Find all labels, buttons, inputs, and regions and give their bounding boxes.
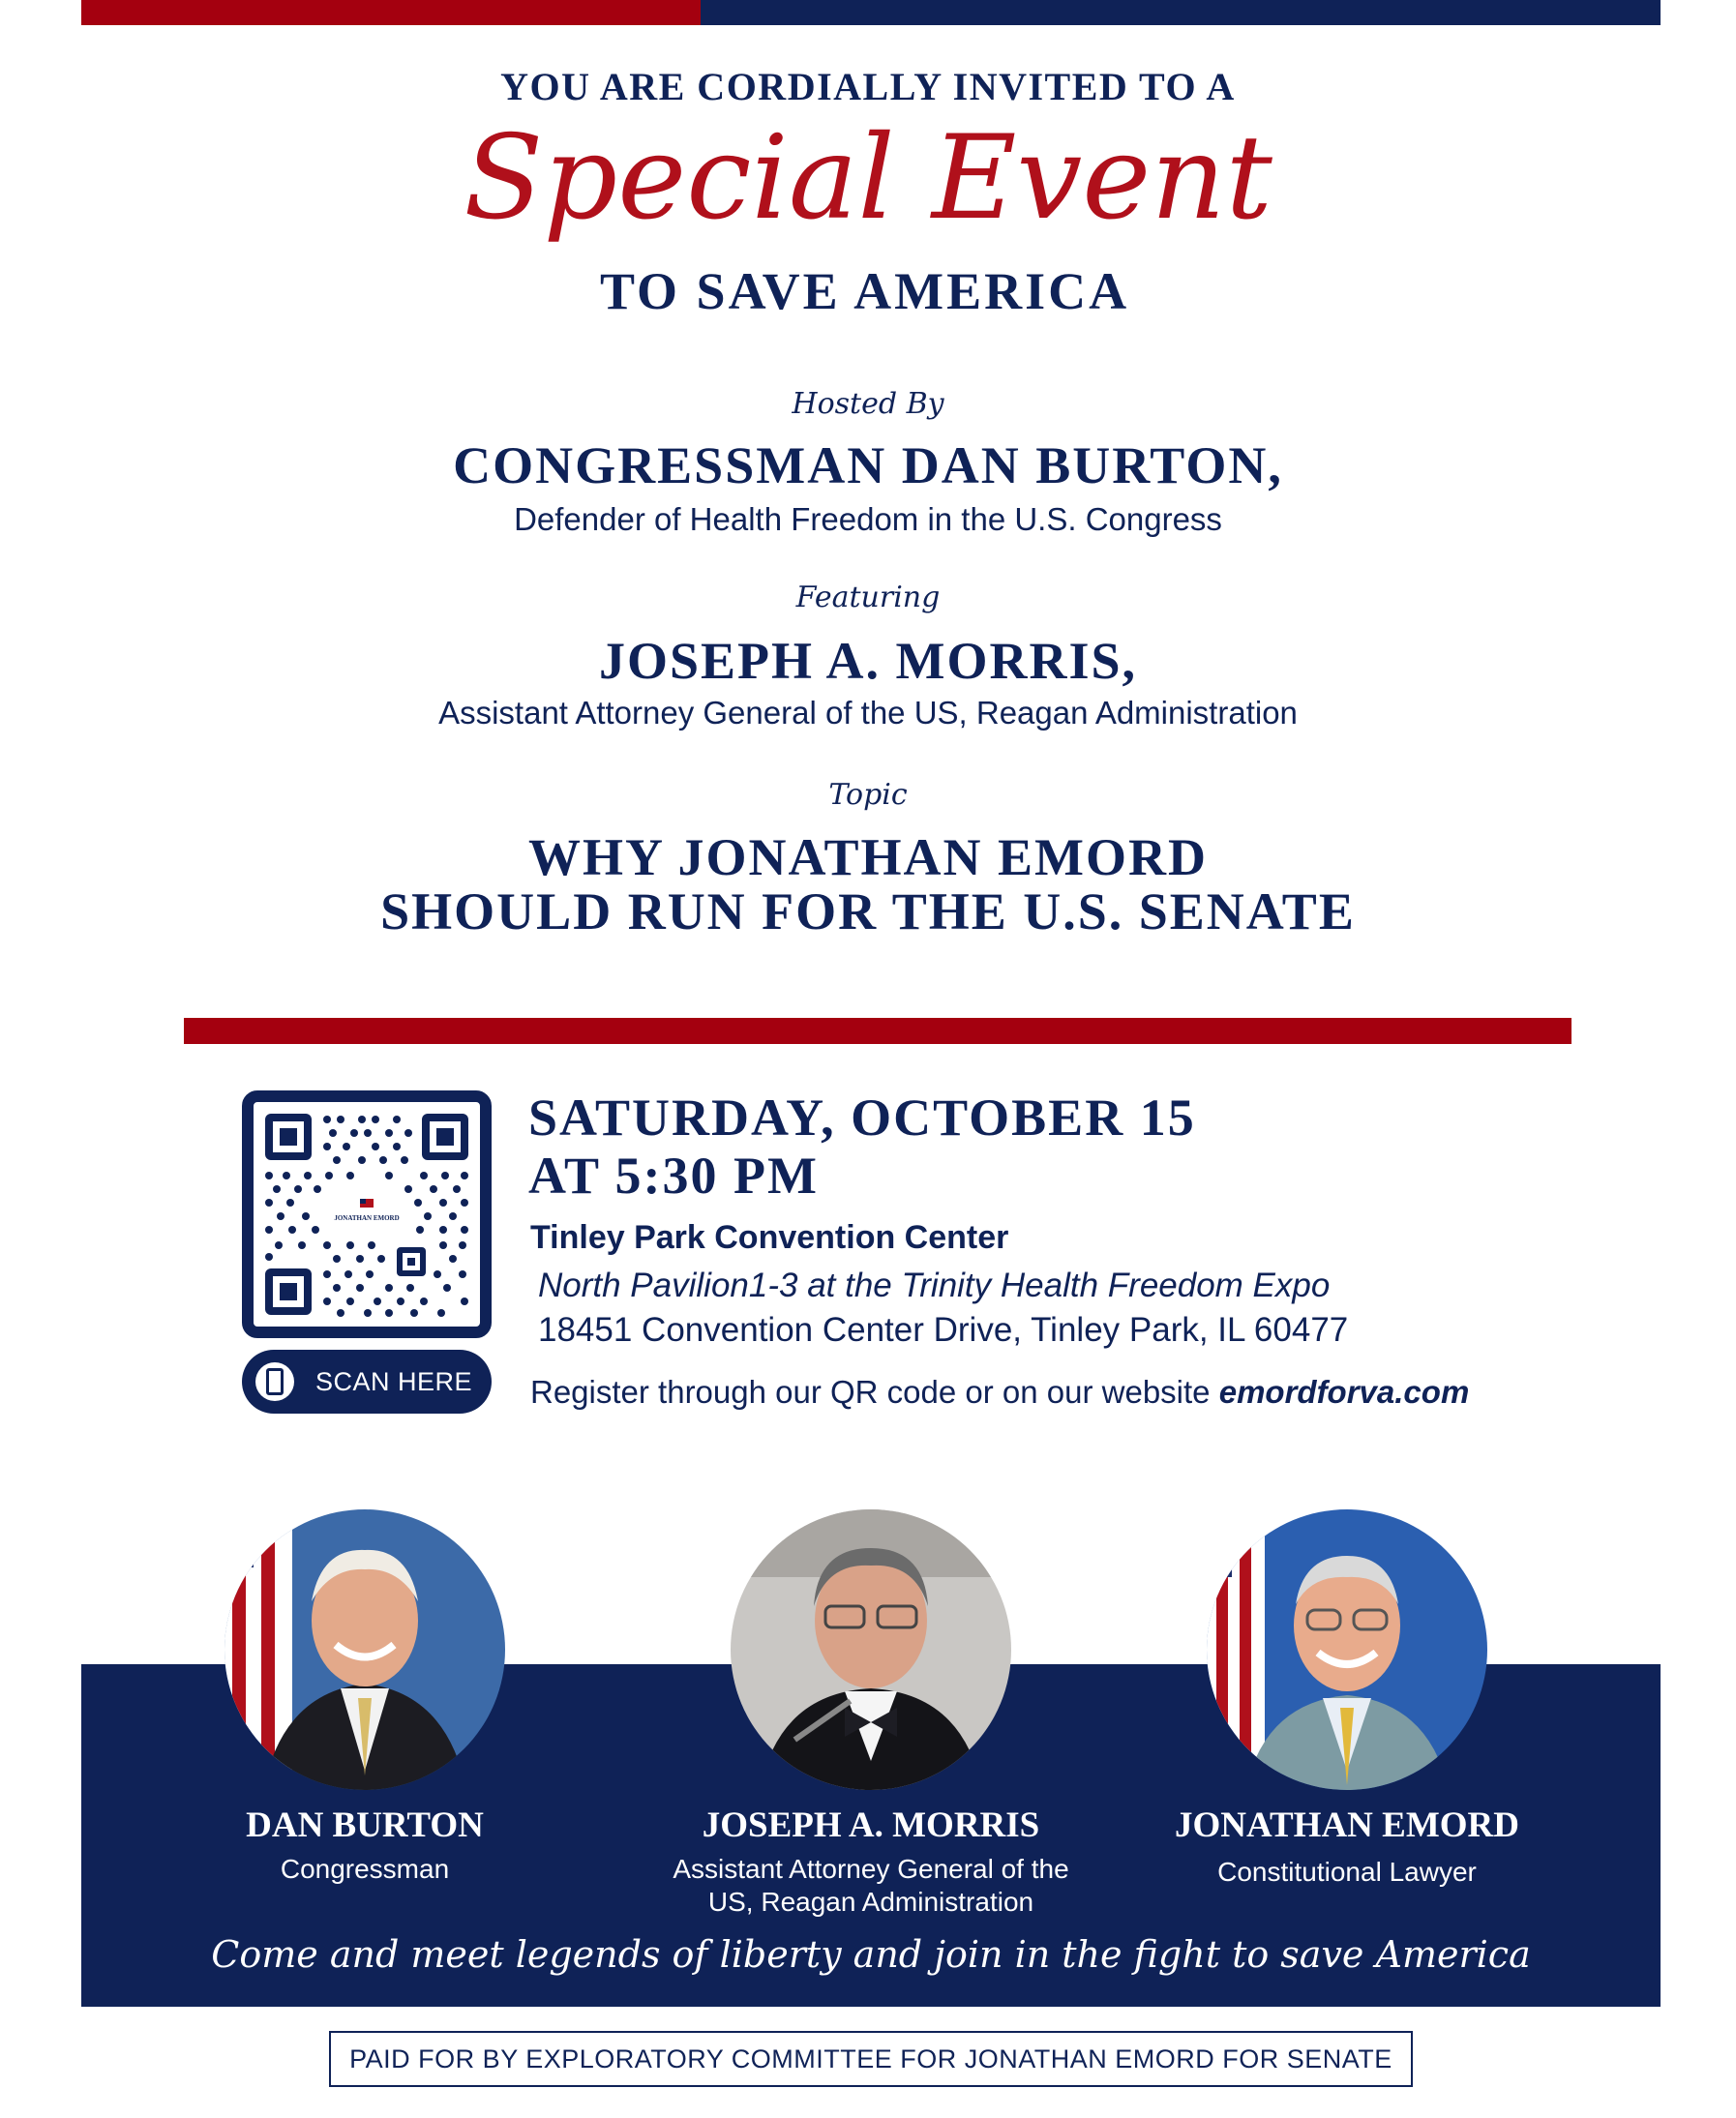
slogan: Come and meet legends of liberty and join in the fight to save America <box>211 1933 1531 1976</box>
speaker-name-1: DAN BURTON <box>246 1805 484 1845</box>
event-date-line-2: AT 5:30 PM <box>528 1147 819 1205</box>
divider-red-bar <box>184 1018 1571 1044</box>
venue-detail: North Pavilion1-3 at the Trinity Health Freedom Expo <box>538 1267 1331 1304</box>
featured-name: JOSEPH A. MORRIS, <box>598 632 1138 690</box>
special-event-title: Special Event <box>464 111 1272 246</box>
speaker-name-3: JONATHAN EMORD <box>1175 1805 1519 1845</box>
topic-label: Topic <box>828 778 908 812</box>
topic-line-2: SHOULD RUN FOR THE U.S. SENATE <box>380 882 1356 940</box>
register-text: Register through our QR code or on our website <box>530 1374 1219 1410</box>
speaker-photo-joseph-morris <box>731 1509 1011 1790</box>
register-note <box>530 1374 1469 1411</box>
scan-here-label: SCAN HERE <box>315 1366 473 1396</box>
speaker-photo-dan-burton <box>224 1509 505 1790</box>
venue-name: Tinley Park Convention Center <box>530 1219 1009 1256</box>
host-name: CONGRESSMAN DAN BURTON, <box>453 436 1283 494</box>
speaker-title-2: Assistant Attorney General of the US, Reagan Administration <box>673 1854 1069 1917</box>
event-subtitle: TO SAVE AMERICA <box>600 262 1130 320</box>
venue-address: 18451 Convention Center Drive, Tinley Park, IL 60477 <box>538 1311 1349 1349</box>
invite-line: YOU ARE CORDIALLY INVITED TO A <box>500 65 1236 108</box>
host-description: Defender of Health Freedom in the U.S. Congress <box>514 501 1222 537</box>
topic-line-1: WHY JONATHAN EMORD <box>528 828 1208 886</box>
speaker-photo-jonathan-emord <box>1207 1509 1487 1790</box>
speaker-title-1: Congressman <box>280 1854 450 1884</box>
featuring-label: Featuring <box>795 581 941 614</box>
paid-for-disclaimer <box>329 2031 1413 2087</box>
featured-description: Assistant Attorney General of the US, Reagan Administration <box>438 695 1298 731</box>
phone-icon <box>255 1362 294 1401</box>
event-date <box>528 1089 1196 1205</box>
qr-center-label: JONATHAN EMORD <box>334 1214 400 1222</box>
paid-for-text: PAID FOR BY EXPLORATORY COMMITTEE FOR JONATHAN EMORD FOR SENATE <box>349 2043 1392 2073</box>
hosted-by-label: Hosted By <box>792 387 944 421</box>
speaker-name-2: JOSEPH A. MORRIS <box>702 1805 1040 1845</box>
speaker-title-3: Constitutional Lawyer <box>1217 1857 1477 1887</box>
website-link[interactable]: emordforva.com <box>1218 1374 1470 1410</box>
scan-here-button[interactable] <box>242 1350 492 1414</box>
top-navy-bar <box>701 0 1661 25</box>
qr-code[interactable] <box>242 1090 492 1338</box>
top-red-bar <box>81 0 701 25</box>
event-date-line-1: SATURDAY, OCTOBER 15 <box>528 1089 1196 1147</box>
